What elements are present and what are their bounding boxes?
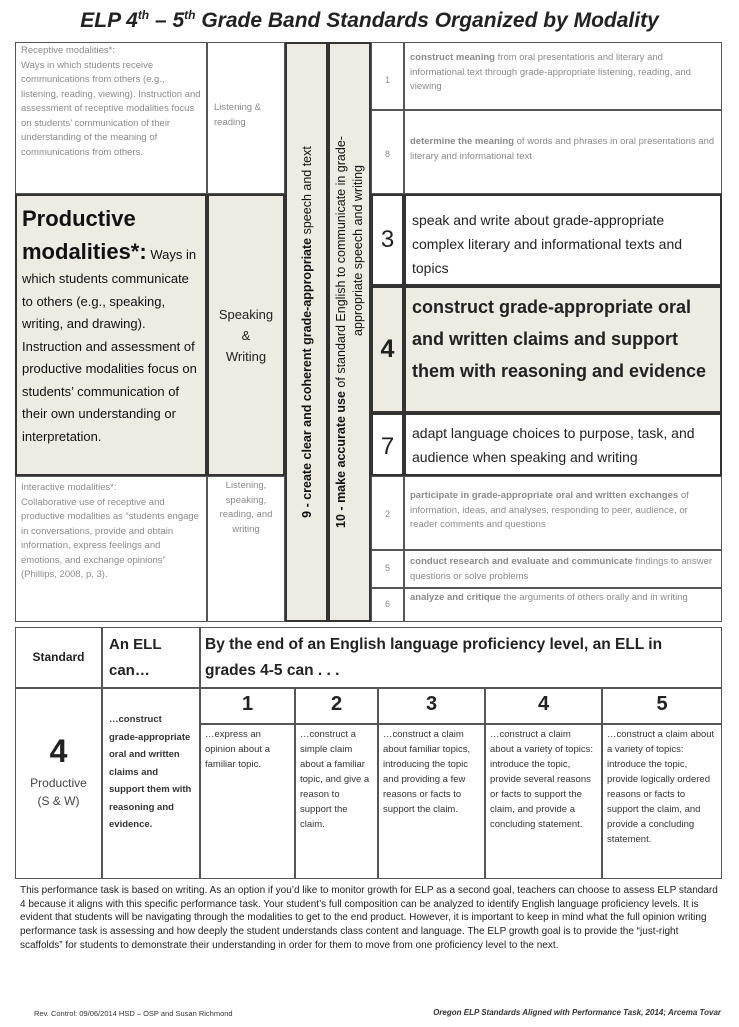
standard-9-vertical: 9 - create clear and coherent grade-appropriate speech and text [285, 42, 328, 622]
interactive-description [15, 476, 207, 622]
standard-number: 4 [49, 733, 68, 769]
level-5-header: 5 [602, 688, 722, 724]
standard-7-number: 7 [371, 413, 404, 476]
standard-2-number: 2 [371, 476, 404, 550]
page-title: ELP 4th – 5th Grade Band Standards Organized by Modality [80, 8, 659, 32]
footer-revision: Rev. Control: 09/06/2014 HSD – OSP and Susan Richmond [34, 1009, 233, 1018]
receptive-skill: Listening & reading [207, 42, 285, 194]
receptive-description [15, 42, 207, 194]
productive-body: Ways in which students communicate to others (e.g., speaking, writing, and drawing). Instruction and assessment of productive modalities focus on students’ communication of their own understanding or interpretation. [22, 247, 197, 444]
productive-description [15, 194, 207, 476]
standard-sublabel: (S & W) [37, 794, 80, 808]
standard-8-text: determine the meaning of words and phrases in oral presentations and literary and informational text [404, 110, 722, 194]
standard-1-text: construct meaning from oral presentations and literary and informational text through grade-appropriate listening, reading, and viewing [404, 42, 722, 110]
interactive-heading: Interactive modalities*: [21, 482, 117, 493]
header-standard: Standard [15, 627, 102, 688]
ell-can-text: …construct grade-appropriate oral and written claims and support them with reasoning and evidence. [102, 688, 200, 879]
header-ell-can: An ELL can… [102, 627, 200, 688]
level-2-header: 2 [295, 688, 378, 724]
performance-task-note: This performance task is based on writing. As an option if you’d like to monitor growth for ELP as a second goal, teachers can choose to assess ELP standard 4 because it aligns with this specific performance task. Your student’s full composition can be analyzed to identify English language proficiency levels. It is evident that students will be navigating through the modalities to get to the end product. However, it is important to keep in mind what the full opinion writing performance task is assessing and how deeply the student understands class content and language. The ELP growth goal is to provide the “just-right scaffolds” for students to demonstrate their understanding in order for them to move from one proficiency level to the next. [20, 885, 718, 951]
standard-4-number: 4 [371, 286, 404, 413]
standard-2-text: participate in grade-appropriate oral and written exchanges of information, ideas, and analyses, responding to peer, audience, or reader comments and questions [404, 476, 722, 550]
level-4-header: 4 [485, 688, 602, 724]
level-3-text: …construct a claim about familiar topics, introducing the topic and providing a few reasons or facts to support the claim. [378, 724, 485, 879]
standard-7-text: adapt language choices to purpose, task, and audience when speaking and writing [404, 413, 722, 476]
receptive-body: Ways in which students receive communications from others (e.g., listening, reading, viewing). Instruction and assessment of receptive modalities focus on students’ communication of their understanding of the meaning of communications from others. [21, 59, 201, 158]
standard-8-number: 8 [371, 110, 404, 194]
standard-1-number: 1 [371, 42, 404, 110]
interactive-body: Collaborative use of receptive and productive modalities as “students engage in conversations, provide and obtain information, express feelings and emotions, and exchange opinions” (Phillips, 2008, p. 3). [21, 496, 199, 580]
standard-cell [15, 688, 102, 879]
level-2-text: …construct a simple claim about a familiar topic, and give a reason to support the claim. [295, 724, 378, 879]
standard-label: Productive [30, 776, 87, 790]
standard-10-vertical: 10 - make accurate use of standard English to communicate in grade- appropriate speech and writing [328, 42, 371, 622]
productive-heading: Productive modalities*: [22, 206, 147, 264]
standard-6-text: analyze and critique the arguments of others orally and in writing [404, 588, 722, 622]
interactive-skill: Listening, speaking, reading, and writing [207, 476, 285, 622]
footer-source: Oregon ELP Standards Aligned with Performance Task, 2014; Arcema Tovar [433, 1008, 721, 1017]
standard-4-text: construct grade-appropriate oral and written claims and support them with reasoning and evidence [404, 286, 722, 413]
standard-3-text: speak and write about grade-appropriate complex literary and informational texts and topics [404, 194, 722, 286]
header-by-end: By the end of an English language proficiency level, an ELL in grades 4-5 can . . . [200, 627, 722, 688]
level-1-header: 1 [200, 688, 295, 724]
standard-3-number: 3 [371, 194, 404, 286]
standard-6-number: 6 [371, 588, 404, 622]
productive-skill: Speaking & Writing [207, 194, 285, 476]
standard-5-number: 5 [371, 550, 404, 588]
level-5-text: …construct a claim about a variety of topics: introduce the topic, provide logically ordered reasons or facts to support the claim, and provide a concluding statement. [602, 724, 722, 879]
standard-5-text: conduct research and evaluate and communicate findings to answer questions or solve problems [404, 550, 722, 588]
modality-table [15, 42, 722, 622]
level-3-header: 3 [378, 688, 485, 724]
level-1-text: …express an opinion about a familiar topic. [200, 724, 295, 879]
receptive-heading: Receptive modalities*: [21, 45, 115, 56]
level-4-text: …construct a claim about a variety of topics: introduce the topic, provide several reasons or facts to support the claim, and provide a concluding statement. [485, 724, 602, 879]
proficiency-table [15, 627, 722, 879]
